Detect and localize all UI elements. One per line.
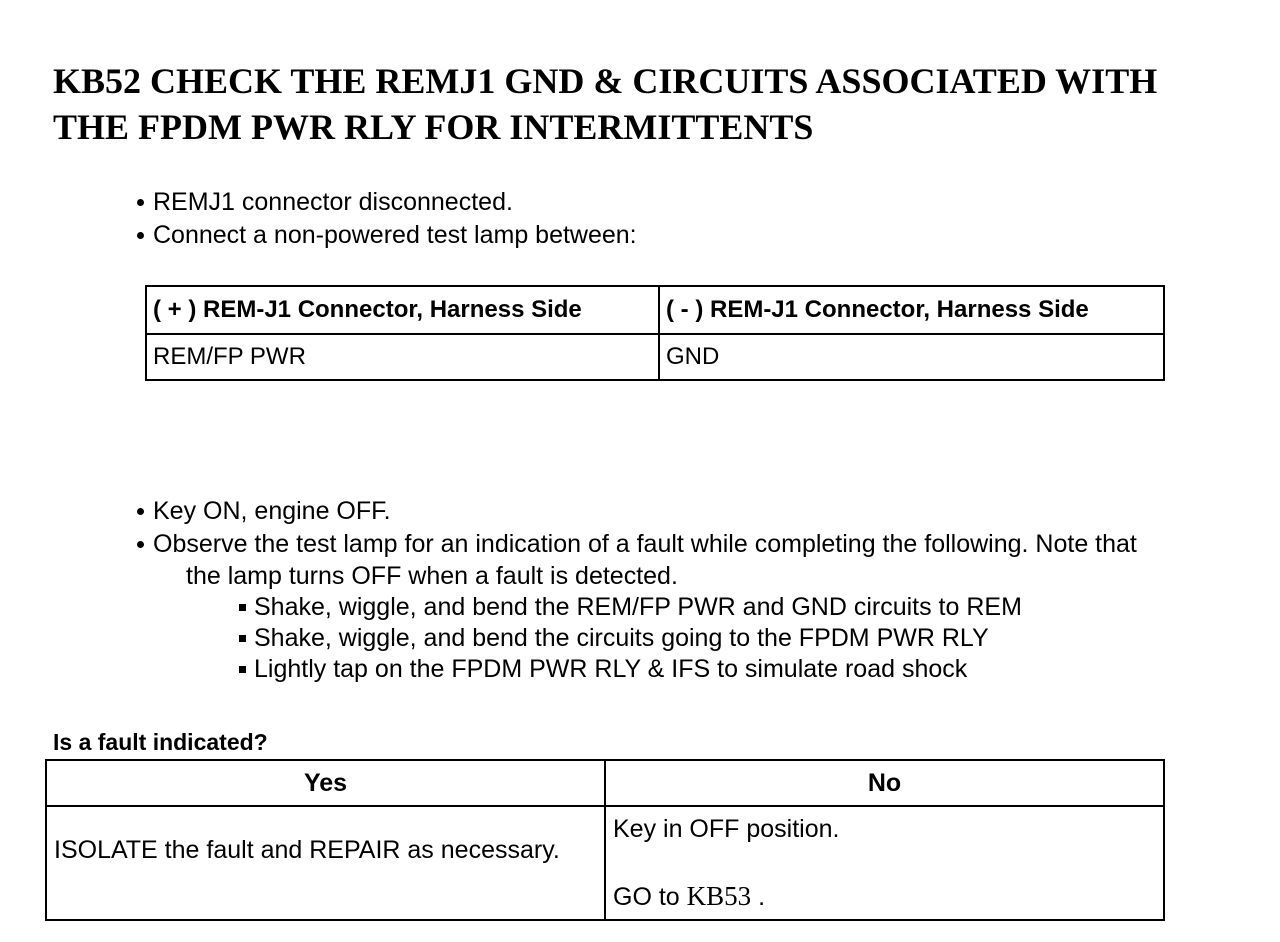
table-row [46, 806, 1164, 920]
page-title [53, 58, 1268, 150]
sub-step: Shake, wiggle, and bend the REM/FP PWR and GND circuits to REM [238, 592, 1022, 623]
setup-step: REMJ1 connector disconnected. [135, 186, 637, 219]
positive-lead-cell: REM/FP PWR [146, 334, 659, 380]
no-action-cell [605, 806, 1164, 920]
test-lamp-table [145, 285, 1165, 381]
goto-prefix: GO to [613, 883, 680, 911]
positive-lead-header: ( + ) REM-J1 Connector, Harness Side [146, 286, 659, 334]
fault-question: Is a fault indicated? [53, 729, 268, 755]
no-header: No [605, 760, 1164, 806]
test-step-observe-continuation: the lamp turns OFF when a fault is detected. [186, 562, 678, 590]
test-step-key: Key ON, engine OFF. [135, 495, 1137, 528]
sub-step: Shake, wiggle, and bend the circuits going to the FPDM PWR RLY [238, 623, 1022, 654]
test-steps-list [135, 495, 1137, 561]
setup-steps-list [135, 186, 637, 252]
page-title-line-1: KB52 CHECK THE REMJ1 GND & CIRCUITS ASSOCIATED WITH [53, 61, 1158, 101]
table-row [146, 334, 1164, 380]
negative-lead-header: ( - ) REM-J1 Connector, Harness Side [659, 286, 1164, 334]
sub-step: Lightly tap on the FPDM PWR RLY & IFS to simulate road shock [238, 654, 1022, 685]
answer-table-header-row [46, 760, 1164, 806]
setup-step: Connect a non-powered test lamp between: [135, 219, 637, 252]
test-lamp-table-header-row [146, 286, 1164, 334]
yes-action-cell [46, 806, 605, 920]
yes-header: Yes [46, 760, 605, 806]
yes-action-text: ISOLATE the fault and REPAIR as necessary. [54, 836, 560, 864]
goto-suffix: . [758, 883, 766, 911]
test-step-observe: Observe the test lamp for an indication of a fault while completing the following. Note that [135, 528, 1137, 561]
page-title-line-2: THE FPDM PWR RLY FOR INTERMITTENTS [53, 107, 814, 147]
goto-kb53-link[interactable]: KB53 [686, 881, 752, 911]
answer-table [45, 759, 1165, 921]
no-goto-line [613, 845, 1163, 913]
no-action-text: Key in OFF position. [613, 815, 840, 843]
sub-steps-list [238, 592, 1022, 685]
negative-lead-cell: GND [659, 334, 1164, 380]
